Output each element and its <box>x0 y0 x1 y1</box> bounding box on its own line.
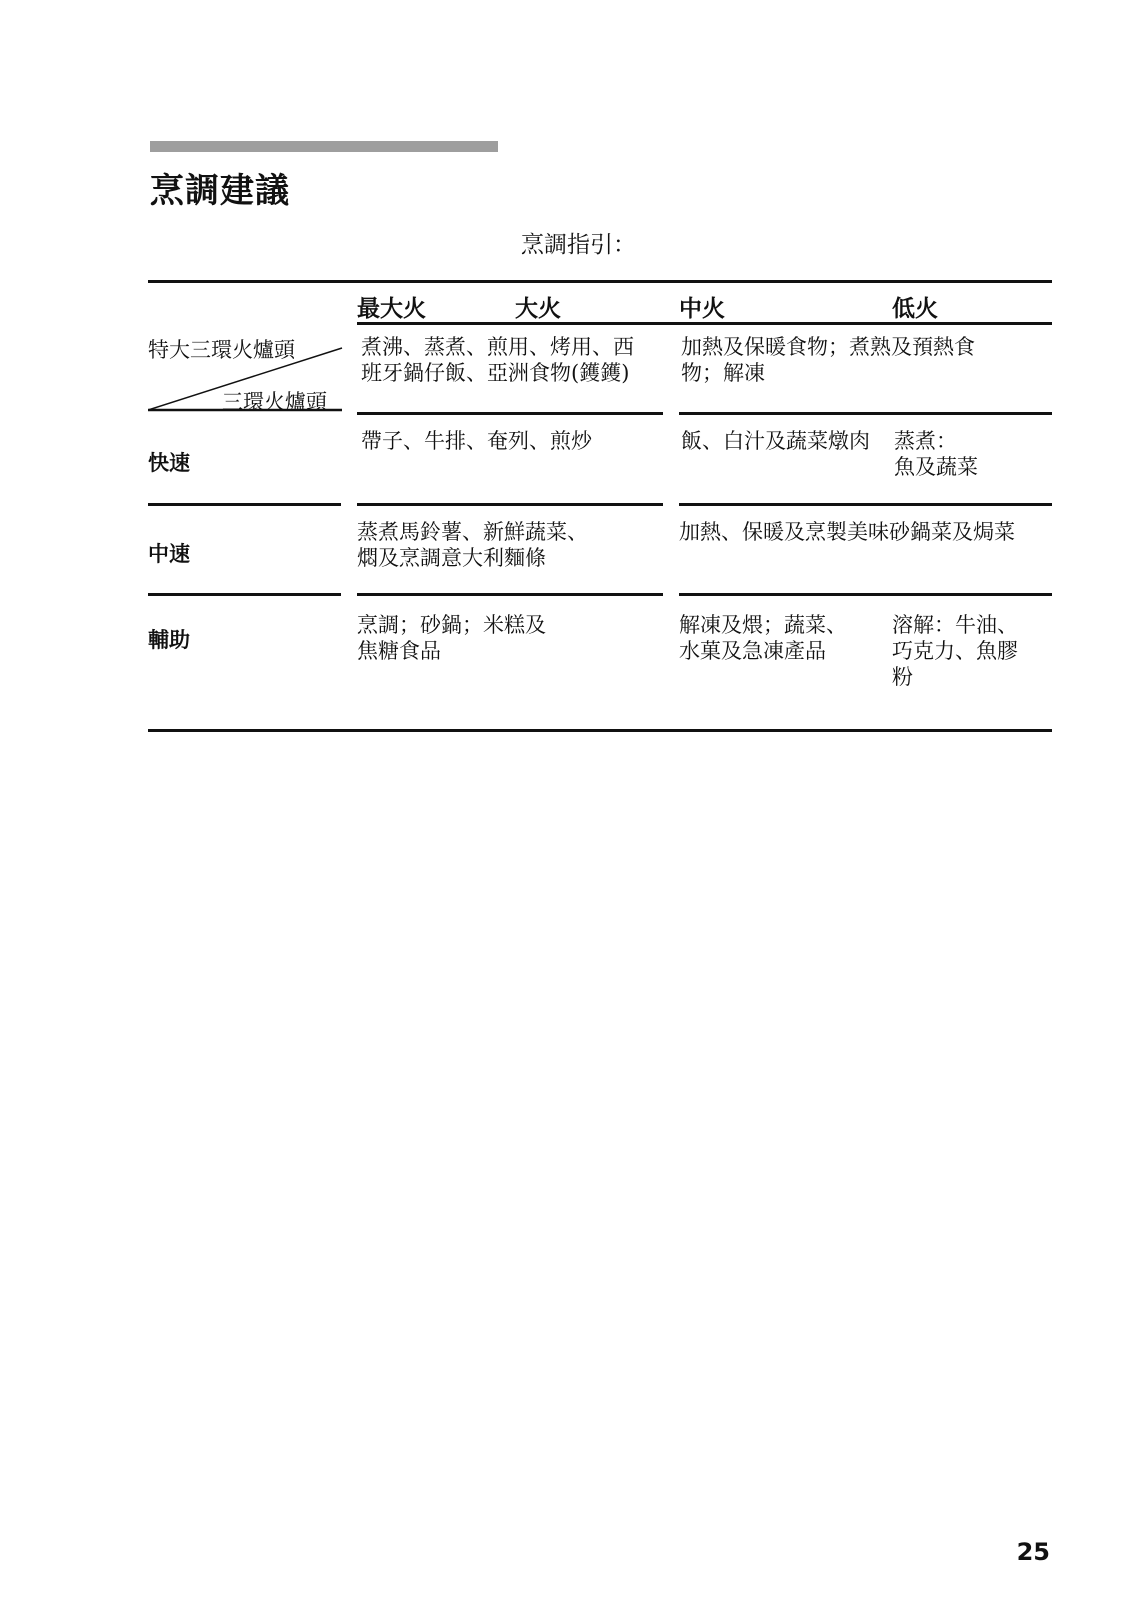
header-high-heat: 大火 <box>515 295 561 322</box>
row-label-assist: 輔助 <box>148 627 190 652</box>
burner-diagonal-line <box>148 346 343 412</box>
row3-medium-cell: 加熱、保暖及烹製美味砂鍋菜及焗菜 <box>679 520 1015 544</box>
row2-rule-right <box>679 503 1052 506</box>
row-label-medium: 中速 <box>148 541 190 566</box>
row4-medium-cell: 解凍及煨；蔬菜、 水菓及急凍產品 <box>679 613 847 663</box>
header-bottom-rule <box>357 322 1052 325</box>
row1-high-cell: 煮沸、蒸煮、煎用、烤用、西班牙鍋仔飯、亞洲食物(鑊鑊) <box>361 335 634 385</box>
row3-rule-label <box>148 593 341 596</box>
burner-label-top: 特大三環火爐頭 <box>148 338 295 362</box>
header-max-heat: 最大火 <box>357 295 426 322</box>
row-label-fast: 快速 <box>148 450 190 475</box>
row3-rule-left <box>357 593 663 596</box>
row2-low-cell: 蒸煮： 魚及蔬菜 <box>894 429 978 479</box>
row2-rule-label <box>148 503 341 506</box>
row4-high-cell: 烹調；砂鍋；米糕及 焦糖食品 <box>357 613 546 663</box>
burner-label-bottom: 三環火爐頭 <box>222 390 327 414</box>
section-header-bar <box>150 141 498 152</box>
row1-medium-cell: 加熱及保暖食物；煮熟及預熱食物；解凍 <box>681 335 975 385</box>
row3-high-cell: 蒸煮馬鈴薯、新鮮蔬菜、 燜及烹調意大利麵條 <box>357 520 588 570</box>
row2-rule-left <box>357 503 663 506</box>
row3-rule-right <box>679 593 1052 596</box>
header-medium-heat: 中火 <box>679 295 725 322</box>
row2-high-cell: 帶子、牛排、奄列、煎炒 <box>361 429 592 453</box>
row1-rule-right <box>679 412 1052 415</box>
row4-low-cell: 溶解：牛油、 巧克力、魚膠 粉 <box>892 613 1018 689</box>
row2-medium-cell: 飯、白汁及蔬菜燉肉 <box>681 429 870 453</box>
page-title: 烹調建議 <box>150 171 290 211</box>
page-number: 25 <box>1016 1538 1050 1566</box>
table-top-rule <box>148 280 1052 283</box>
row1-rule-left <box>357 412 663 415</box>
table-bottom-rule <box>148 729 1052 732</box>
header-low-heat: 低火 <box>892 295 938 322</box>
table-caption: 烹調指引： <box>521 232 636 258</box>
